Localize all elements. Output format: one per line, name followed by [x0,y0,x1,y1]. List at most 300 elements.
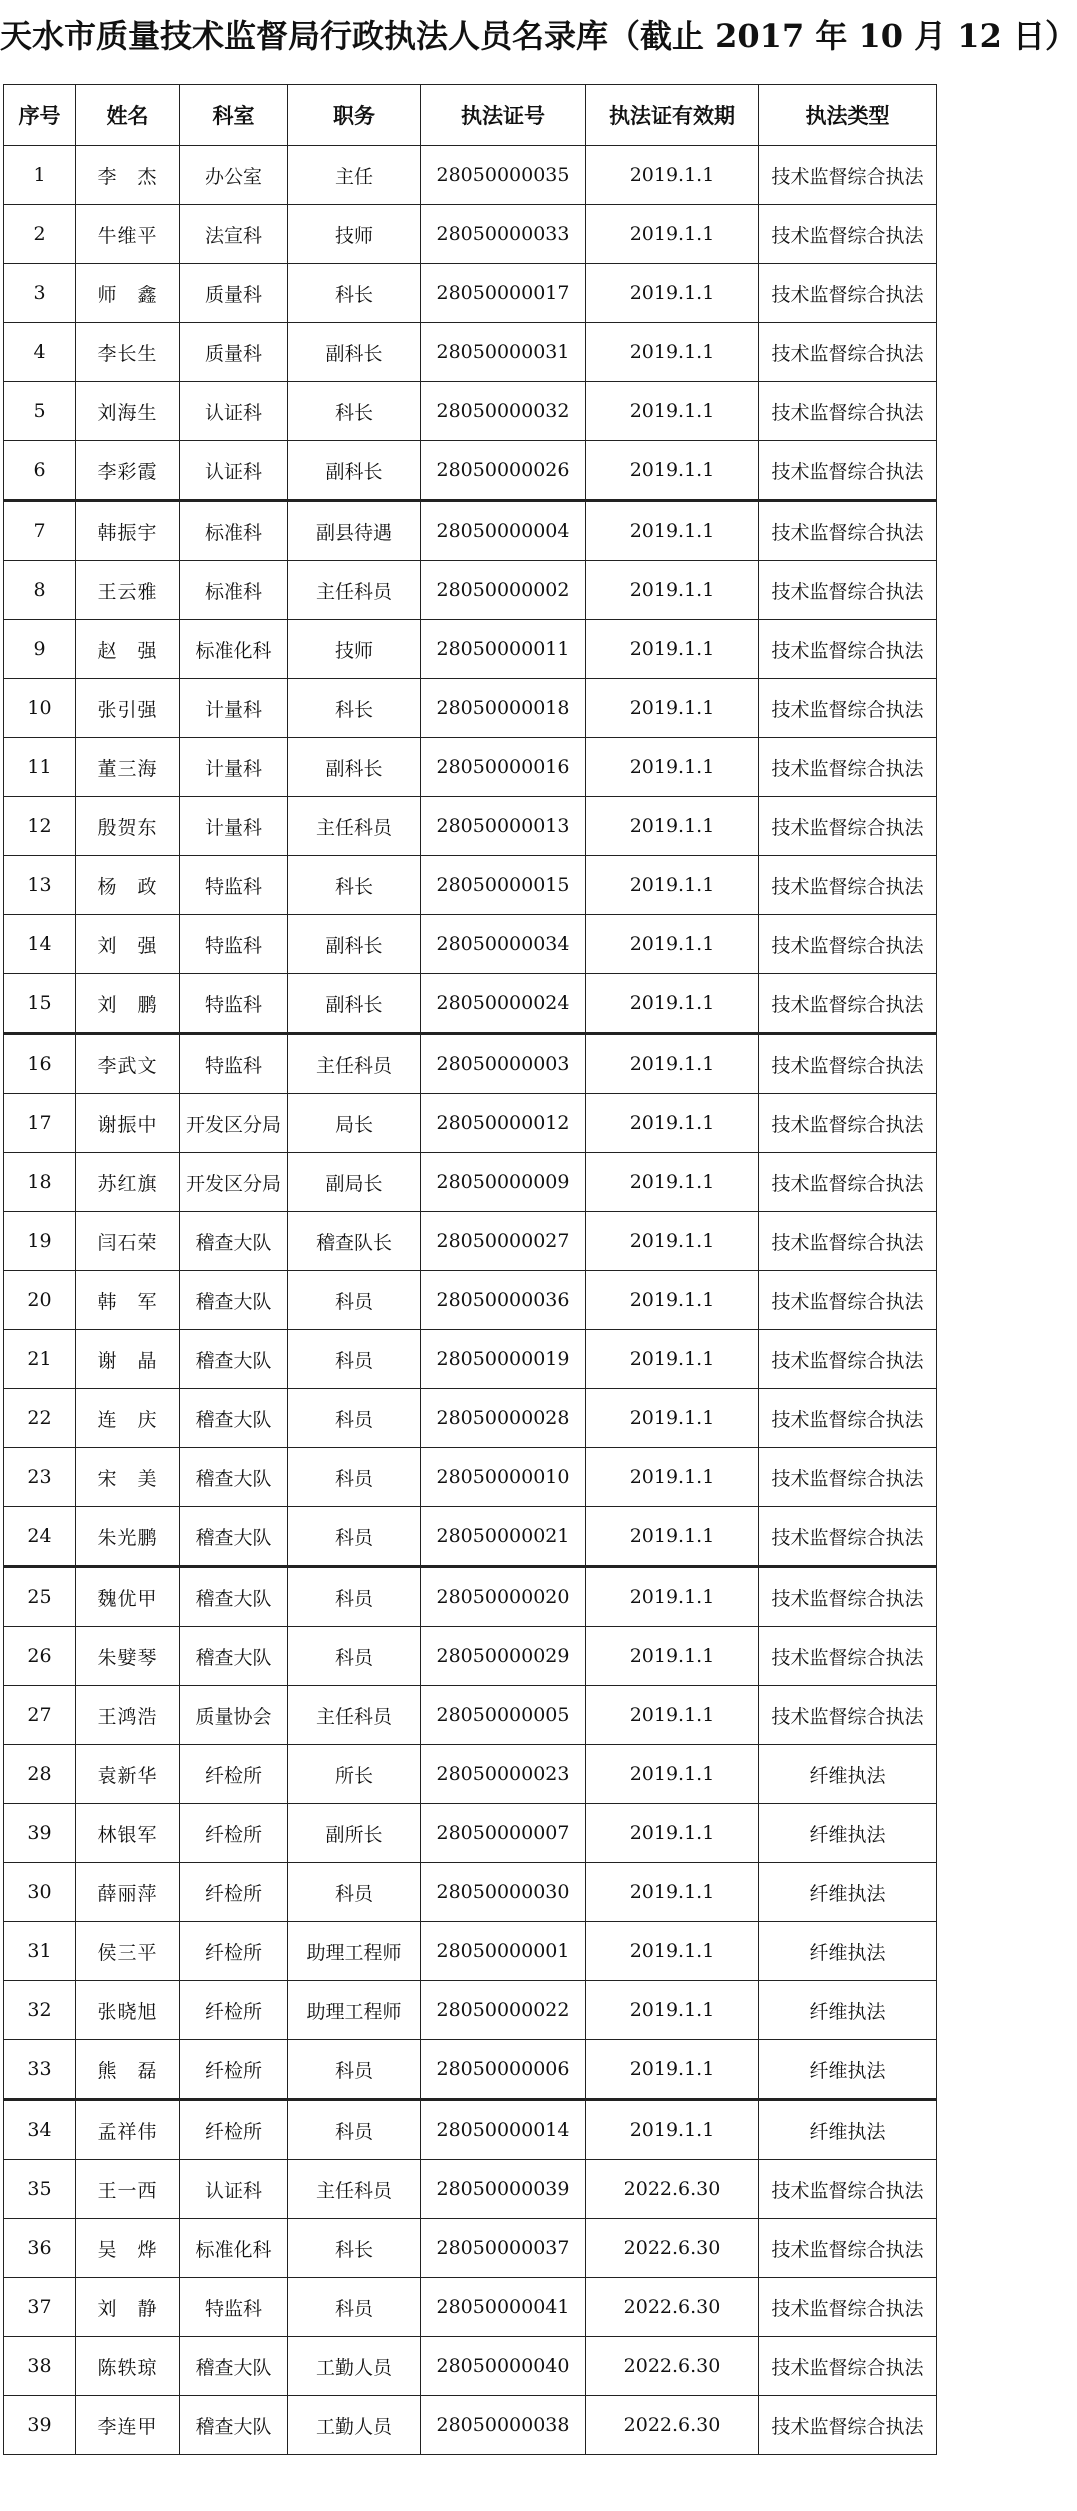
table-row [4,205,937,264]
cell-license-number: 28050000028 [421,1389,586,1448]
cell-license-number: 28050000006 [421,2040,586,2100]
cell-position: 副局长 [288,1153,421,1212]
cell-license-validity: 2019.1.1 [586,1922,759,1981]
cell-license-validity: 2019.1.1 [586,1804,759,1863]
table-row [4,915,937,974]
col-header-index: 序号 [4,85,76,146]
cell-name: 谢振中 [76,1094,180,1153]
cell-name: 刘 鹏 [76,974,180,1034]
cell-position: 主任科员 [288,797,421,856]
cell-name: 李 杰 [76,146,180,205]
cell-position: 局长 [288,1094,421,1153]
table-header-row [4,85,937,146]
cell-name: 韩 军 [76,1271,180,1330]
cell-license-validity: 2019.1.1 [586,1153,759,1212]
cell-enforcement-type: 技术监督综合执法 [759,501,937,561]
cell-name: 朱光鹏 [76,1507,180,1567]
cell-license-number: 28050000003 [421,1034,586,1094]
cell-name: 侯三平 [76,1922,180,1981]
cell-enforcement-type: 技术监督综合执法 [759,1094,937,1153]
cell-position: 科员 [288,2040,421,2100]
table-row [4,382,937,441]
cell-enforcement-type: 技术监督综合执法 [759,561,937,620]
cell-name: 杨 政 [76,856,180,915]
cell-license-validity: 2019.1.1 [586,738,759,797]
cell-enforcement-type: 技术监督综合执法 [759,856,937,915]
cell-position: 技师 [288,620,421,679]
cell-license-validity: 2022.6.30 [586,2160,759,2219]
cell-position: 主任科员 [288,1034,421,1094]
cell-name: 牛维平 [76,205,180,264]
cell-license-validity: 2019.1.1 [586,382,759,441]
table-row [4,620,937,679]
cell-position: 科长 [288,679,421,738]
cell-department: 特监科 [180,2278,288,2337]
cell-license-number: 28050000013 [421,797,586,856]
cell-index: 1 [4,146,76,205]
table-row [4,1034,937,1094]
cell-index: 19 [4,1212,76,1271]
cell-name: 魏优甲 [76,1567,180,1627]
cell-index: 30 [4,1863,76,1922]
cell-license-number: 28050000040 [421,2337,586,2396]
cell-department: 纤检所 [180,1981,288,2040]
cell-position: 科员 [288,1627,421,1686]
cell-department: 开发区分局 [180,1153,288,1212]
table-row [4,561,937,620]
cell-department: 稽查大队 [180,1389,288,1448]
cell-department: 计量科 [180,679,288,738]
cell-position: 工勤人员 [288,2396,421,2455]
cell-license-number: 28050000010 [421,1448,586,1507]
cell-index: 7 [4,501,76,561]
cell-license-validity: 2019.1.1 [586,1034,759,1094]
cell-enforcement-type: 技术监督综合执法 [759,382,937,441]
cell-department: 稽查大队 [180,1507,288,1567]
cell-enforcement-type: 技术监督综合执法 [759,2337,937,2396]
table-row [4,1448,937,1507]
cell-enforcement-type: 技术监督综合执法 [759,2160,937,2219]
cell-license-number: 28050000035 [421,146,586,205]
cell-license-validity: 2019.1.1 [586,915,759,974]
cell-license-validity: 2019.1.1 [586,323,759,382]
cell-enforcement-type: 技术监督综合执法 [759,1627,937,1686]
cell-name: 李长生 [76,323,180,382]
cell-name: 刘 静 [76,2278,180,2337]
cell-department: 稽查大队 [180,1567,288,1627]
cell-enforcement-type: 技术监督综合执法 [759,146,937,205]
cell-license-validity: 2019.1.1 [586,205,759,264]
cell-index: 39 [4,1804,76,1863]
cell-index: 33 [4,2040,76,2100]
cell-department: 纤检所 [180,2100,288,2160]
cell-license-number: 28050000037 [421,2219,586,2278]
cell-enforcement-type: 技术监督综合执法 [759,2219,937,2278]
cell-index: 10 [4,679,76,738]
cell-license-validity: 2019.1.1 [586,974,759,1034]
cell-enforcement-type: 技术监督综合执法 [759,915,937,974]
cell-license-number: 28050000002 [421,561,586,620]
cell-department: 特监科 [180,974,288,1034]
table-row [4,1330,937,1389]
table-row [4,1804,937,1863]
cell-department: 特监科 [180,1034,288,1094]
cell-enforcement-type: 纤维执法 [759,1804,937,1863]
cell-department: 标准化科 [180,2219,288,2278]
cell-enforcement-type: 技术监督综合执法 [759,974,937,1034]
col-header-license-number: 执法证号 [421,85,586,146]
cell-license-validity: 2019.1.1 [586,1863,759,1922]
cell-position: 主任 [288,146,421,205]
cell-license-number: 28050000007 [421,1804,586,1863]
cell-index: 15 [4,974,76,1034]
cell-name: 吴 烨 [76,2219,180,2278]
cell-index: 32 [4,1981,76,2040]
cell-department: 稽查大队 [180,1271,288,1330]
cell-index: 9 [4,620,76,679]
table-row [4,2160,937,2219]
cell-license-validity: 2022.6.30 [586,2396,759,2455]
cell-license-number: 28050000032 [421,382,586,441]
cell-license-number: 28050000038 [421,2396,586,2455]
cell-name: 刘海生 [76,382,180,441]
cell-department: 办公室 [180,146,288,205]
cell-name: 师 鑫 [76,264,180,323]
cell-index: 8 [4,561,76,620]
cell-enforcement-type: 技术监督综合执法 [759,2396,937,2455]
cell-index: 17 [4,1094,76,1153]
cell-license-validity: 2019.1.1 [586,146,759,205]
cell-position: 科员 [288,1389,421,1448]
cell-license-number: 28050000001 [421,1922,586,1981]
cell-enforcement-type: 纤维执法 [759,1863,937,1922]
cell-license-validity: 2019.1.1 [586,1389,759,1448]
table-row [4,1863,937,1922]
cell-license-validity: 2019.1.1 [586,501,759,561]
cell-department: 质量科 [180,323,288,382]
cell-position: 技师 [288,205,421,264]
cell-index: 37 [4,2278,76,2337]
cell-enforcement-type: 技术监督综合执法 [759,441,937,501]
cell-license-validity: 2022.6.30 [586,2337,759,2396]
table-row [4,264,937,323]
cell-license-number: 28050000022 [421,1981,586,2040]
table-body [4,146,937,2455]
cell-department: 纤检所 [180,1863,288,1922]
cell-license-number: 28050000018 [421,679,586,738]
cell-index: 34 [4,2100,76,2160]
table-row [4,441,937,501]
cell-license-number: 28050000005 [421,1686,586,1745]
cell-index: 27 [4,1686,76,1745]
cell-department: 特监科 [180,856,288,915]
cell-license-number: 28050000004 [421,501,586,561]
cell-license-number: 28050000039 [421,2160,586,2219]
cell-position: 副科长 [288,441,421,501]
cell-position: 工勤人员 [288,2337,421,2396]
cell-index: 22 [4,1389,76,1448]
cell-index: 14 [4,915,76,974]
cell-enforcement-type: 技术监督综合执法 [759,323,937,382]
table-row [4,974,937,1034]
cell-enforcement-type: 纤维执法 [759,1745,937,1804]
cell-license-validity: 2019.1.1 [586,620,759,679]
cell-enforcement-type: 技术监督综合执法 [759,1034,937,1094]
cell-position: 主任科员 [288,561,421,620]
cell-department: 标准科 [180,501,288,561]
table-row [4,679,937,738]
cell-enforcement-type: 技术监督综合执法 [759,1153,937,1212]
cell-position: 副县待遇 [288,501,421,561]
cell-name: 闫石荣 [76,1212,180,1271]
table-row [4,1627,937,1686]
cell-index: 25 [4,1567,76,1627]
cell-enforcement-type: 技术监督综合执法 [759,2278,937,2337]
cell-position: 科员 [288,1271,421,1330]
cell-name: 李武文 [76,1034,180,1094]
cell-license-number: 28050000015 [421,856,586,915]
cell-position: 科员 [288,1507,421,1567]
cell-department: 计量科 [180,738,288,797]
col-header-license-validity: 执法证有效期 [586,85,759,146]
cell-position: 主任科员 [288,1686,421,1745]
table-row [4,1212,937,1271]
cell-license-validity: 2019.1.1 [586,1330,759,1389]
cell-name: 陈轶琼 [76,2337,180,2396]
table-row [4,146,937,205]
cell-position: 科员 [288,1330,421,1389]
table-row [4,2100,937,2160]
cell-enforcement-type: 技术监督综合执法 [759,1567,937,1627]
cell-license-number: 28050000017 [421,264,586,323]
cell-license-validity: 2019.1.1 [586,2100,759,2160]
cell-license-number: 28050000027 [421,1212,586,1271]
cell-index: 12 [4,797,76,856]
cell-enforcement-type: 技术监督综合执法 [759,264,937,323]
cell-license-validity: 2019.1.1 [586,1271,759,1330]
cell-department: 稽查大队 [180,2396,288,2455]
cell-index: 4 [4,323,76,382]
cell-department: 稽查大队 [180,1330,288,1389]
cell-license-number: 28050000033 [421,205,586,264]
cell-index: 31 [4,1922,76,1981]
cell-position: 科员 [288,1863,421,1922]
table-row [4,2337,937,2396]
cell-license-number: 28050000019 [421,1330,586,1389]
cell-index: 6 [4,441,76,501]
cell-position: 助理工程师 [288,1981,421,2040]
cell-department: 纤检所 [180,2040,288,2100]
table-row [4,1686,937,1745]
cell-position: 科员 [288,2100,421,2160]
cell-enforcement-type: 纤维执法 [759,1981,937,2040]
cell-enforcement-type: 技术监督综合执法 [759,1271,937,1330]
cell-name: 薛丽萍 [76,1863,180,1922]
cell-index: 23 [4,1448,76,1507]
cell-license-number: 28050000021 [421,1507,586,1567]
cell-position: 所长 [288,1745,421,1804]
cell-license-validity: 2019.1.1 [586,1745,759,1804]
table-row [4,797,937,856]
cell-department: 稽查大队 [180,1448,288,1507]
cell-department: 纤检所 [180,1804,288,1863]
cell-license-validity: 2019.1.1 [586,1507,759,1567]
cell-license-validity: 2019.1.1 [586,561,759,620]
cell-index: 11 [4,738,76,797]
cell-name: 张引强 [76,679,180,738]
cell-name: 谢 晶 [76,1330,180,1389]
table-row [4,738,937,797]
table-row [4,2219,937,2278]
cell-name: 殷贺东 [76,797,180,856]
col-header-name: 姓名 [76,85,180,146]
page-title: 天水市质量技术监督局行政执法人员名录库（截止 2017 年 10 月 12 日） [0,17,1077,55]
cell-name: 刘 强 [76,915,180,974]
cell-license-number: 28050000012 [421,1094,586,1153]
cell-department: 特监科 [180,915,288,974]
table-row [4,1922,937,1981]
cell-department: 开发区分局 [180,1094,288,1153]
cell-license-validity: 2019.1.1 [586,1094,759,1153]
cell-license-number: 28050000041 [421,2278,586,2337]
cell-position: 科长 [288,2219,421,2278]
cell-enforcement-type: 纤维执法 [759,2040,937,2100]
cell-name: 赵 强 [76,620,180,679]
cell-name: 朱嬖琴 [76,1627,180,1686]
cell-index: 3 [4,264,76,323]
table-row [4,2040,937,2100]
cell-department: 质量科 [180,264,288,323]
cell-name: 林银军 [76,1804,180,1863]
cell-enforcement-type: 技术监督综合执法 [759,1448,937,1507]
cell-license-number: 28050000023 [421,1745,586,1804]
cell-department: 法宣科 [180,205,288,264]
cell-license-number: 28050000034 [421,915,586,974]
personnel-table [3,84,937,2455]
cell-department: 纤检所 [180,1922,288,1981]
cell-enforcement-type: 技术监督综合执法 [759,1389,937,1448]
cell-name: 韩振宇 [76,501,180,561]
cell-position: 副科长 [288,738,421,797]
cell-position: 副科长 [288,323,421,382]
cell-index: 5 [4,382,76,441]
cell-license-validity: 2019.1.1 [586,1448,759,1507]
cell-license-number: 28050000014 [421,2100,586,2160]
cell-license-validity: 2019.1.1 [586,1627,759,1686]
cell-position: 科员 [288,1567,421,1627]
table-row [4,2396,937,2455]
table-row [4,1153,937,1212]
cell-index: 2 [4,205,76,264]
table-row [4,1094,937,1153]
table-row [4,323,937,382]
cell-index: 24 [4,1507,76,1567]
cell-enforcement-type: 技术监督综合执法 [759,797,937,856]
cell-license-validity: 2022.6.30 [586,2219,759,2278]
cell-position: 副所长 [288,1804,421,1863]
cell-department: 计量科 [180,797,288,856]
cell-enforcement-type: 纤维执法 [759,1922,937,1981]
cell-enforcement-type: 技术监督综合执法 [759,738,937,797]
cell-name: 宋 美 [76,1448,180,1507]
cell-license-number: 28050000029 [421,1627,586,1686]
table-row [4,856,937,915]
table-row [4,1507,937,1567]
cell-position: 科长 [288,382,421,441]
cell-license-validity: 2019.1.1 [586,1686,759,1745]
cell-license-number: 28050000031 [421,323,586,382]
cell-license-validity: 2019.1.1 [586,856,759,915]
cell-position: 科长 [288,856,421,915]
cell-license-number: 28050000016 [421,738,586,797]
cell-license-validity: 2019.1.1 [586,2040,759,2100]
cell-name: 袁新华 [76,1745,180,1804]
cell-position: 副科长 [288,974,421,1034]
cell-enforcement-type: 技术监督综合执法 [759,1507,937,1567]
cell-license-validity: 2019.1.1 [586,264,759,323]
cell-name: 王云雅 [76,561,180,620]
cell-index: 35 [4,2160,76,2219]
cell-license-validity: 2019.1.1 [586,1981,759,2040]
table-row [4,1981,937,2040]
cell-name: 连 庆 [76,1389,180,1448]
cell-name: 李彩霞 [76,441,180,501]
cell-index: 28 [4,1745,76,1804]
cell-position: 科员 [288,1448,421,1507]
cell-enforcement-type: 技术监督综合执法 [759,1686,937,1745]
cell-position: 科长 [288,264,421,323]
cell-name: 熊 磊 [76,2040,180,2100]
cell-department: 标准化科 [180,620,288,679]
cell-department: 认证科 [180,382,288,441]
cell-license-validity: 2019.1.1 [586,441,759,501]
cell-name: 王鸿浩 [76,1686,180,1745]
cell-license-number: 28050000024 [421,974,586,1034]
cell-department: 认证科 [180,2160,288,2219]
table-row [4,1567,937,1627]
cell-index: 16 [4,1034,76,1094]
cell-index: 26 [4,1627,76,1686]
cell-department: 纤检所 [180,1745,288,1804]
cell-index: 20 [4,1271,76,1330]
cell-department: 稽查大队 [180,1212,288,1271]
cell-department: 稽查大队 [180,2337,288,2396]
cell-license-number: 28050000011 [421,620,586,679]
col-header-enforcement-type: 执法类型 [759,85,937,146]
cell-index: 36 [4,2219,76,2278]
cell-license-validity: 2019.1.1 [586,1567,759,1627]
cell-position: 助理工程师 [288,1922,421,1981]
cell-license-number: 28050000036 [421,1271,586,1330]
cell-license-number: 28050000030 [421,1863,586,1922]
table-row [4,501,937,561]
cell-index: 18 [4,1153,76,1212]
cell-enforcement-type: 技术监督综合执法 [759,205,937,264]
cell-department: 认证科 [180,441,288,501]
cell-license-validity: 2019.1.1 [586,679,759,738]
cell-name: 孟祥伟 [76,2100,180,2160]
cell-position: 科员 [288,2278,421,2337]
cell-position: 稽查队长 [288,1212,421,1271]
cell-index: 13 [4,856,76,915]
cell-index: 39 [4,2396,76,2455]
cell-position: 副科长 [288,915,421,974]
cell-license-validity: 2022.6.30 [586,2278,759,2337]
cell-name: 李连甲 [76,2396,180,2455]
cell-name: 王一西 [76,2160,180,2219]
cell-enforcement-type: 技术监督综合执法 [759,620,937,679]
cell-index: 21 [4,1330,76,1389]
